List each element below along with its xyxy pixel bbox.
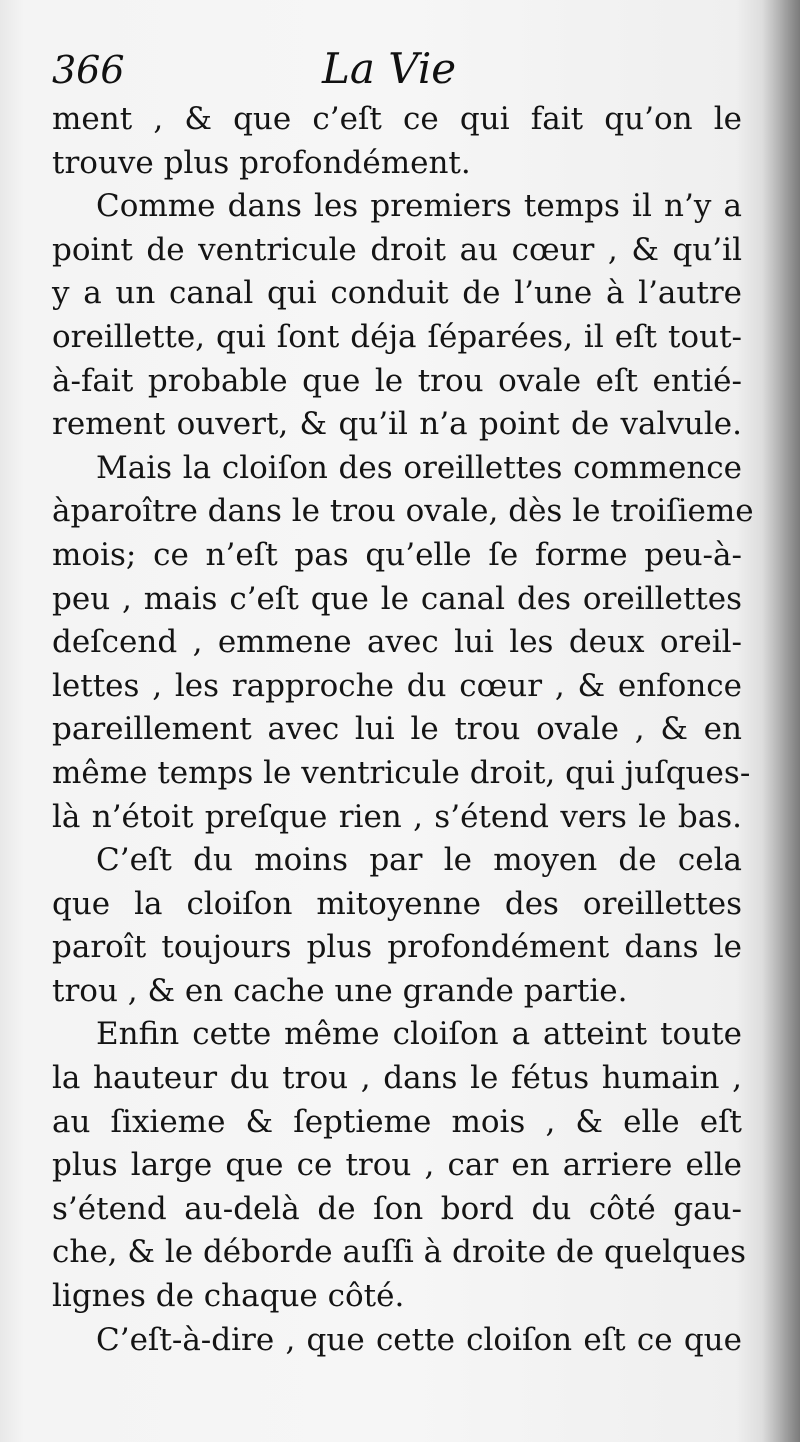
text-line: rement ouvert, & qu’il n’a point de valvule. — [52, 406, 742, 443]
body-text — [52, 98, 754, 1362]
text-line: que la cloiſon mitoyenne des oreillettes — [52, 885, 742, 922]
text-line: che, & le déborde auſſi à droite de quelques — [52, 1234, 747, 1271]
text-line: au ſixieme & ſeptieme mois , & elle eſt — [52, 1103, 742, 1140]
text-line: s’étend au-delà de ſon bord du côté gau- — [52, 1190, 742, 1227]
page-number: 366 — [52, 48, 125, 92]
text-line: là n’étoit preſque rien , s’étend vers le bas. — [52, 798, 742, 835]
text-line: àparoître dans le trou ovale, dès le troiſieme — [52, 493, 754, 530]
text-line: même temps le ventricule droit, qui juſques- — [52, 754, 751, 791]
text-line: trou , & en cache une grande partie. — [52, 972, 628, 1009]
text-line: peu , mais c’eſt que le canal des oreillettes — [52, 580, 742, 617]
text-line: lettes , les rapproche du cœur , & enfonce — [52, 667, 742, 704]
text-line: pareillement avec lui le trou ovale , & en — [52, 711, 742, 748]
text-line: trouve plus profondément. — [52, 144, 471, 181]
text-line: oreillette, qui ſont déja ſéparées, il eſt tout- — [52, 318, 742, 355]
text-line: lignes de chaque côté. — [52, 1278, 405, 1315]
text-line: Mais la cloiſon des oreillettes commence — [96, 449, 742, 486]
text-line: point de ventricule droit au cœur , & qu’il — [52, 231, 742, 268]
text-line: paroît toujours plus profondément dans le — [52, 929, 742, 966]
text-line: y a un canal qui conduit de l’une à l’autre — [52, 275, 742, 312]
text-line: plus large que ce trou , car en arriere elle — [52, 1147, 742, 1184]
text-line: à-fait probable que le trou ovale eſt entié- — [52, 362, 742, 399]
text-line: mois; ce n’eſt pas qu’elle ſe forme peu-à- — [52, 536, 742, 573]
page-header — [52, 38, 742, 98]
text-line: C’eſt-à-dire , que cette cloiſon eſt ce que — [96, 1321, 742, 1358]
text-line: C’eſt du moins par le moyen de cela — [96, 842, 742, 879]
page-edge-shadow — [762, 0, 800, 1442]
text-line: deſcend , emmene avec lui les deux oreil- — [52, 624, 742, 661]
running-head: La Vie — [322, 44, 457, 93]
text-line: ment , & que c’eſt ce qui fait qu’on le — [52, 101, 742, 137]
text-line: Enfin cette même cloiſon a atteint toute — [96, 1016, 742, 1053]
text-line: la hauteur du trou , dans le fétus humain , — [52, 1060, 742, 1097]
text-line: Comme dans les premiers temps il n’y a — [96, 188, 742, 225]
